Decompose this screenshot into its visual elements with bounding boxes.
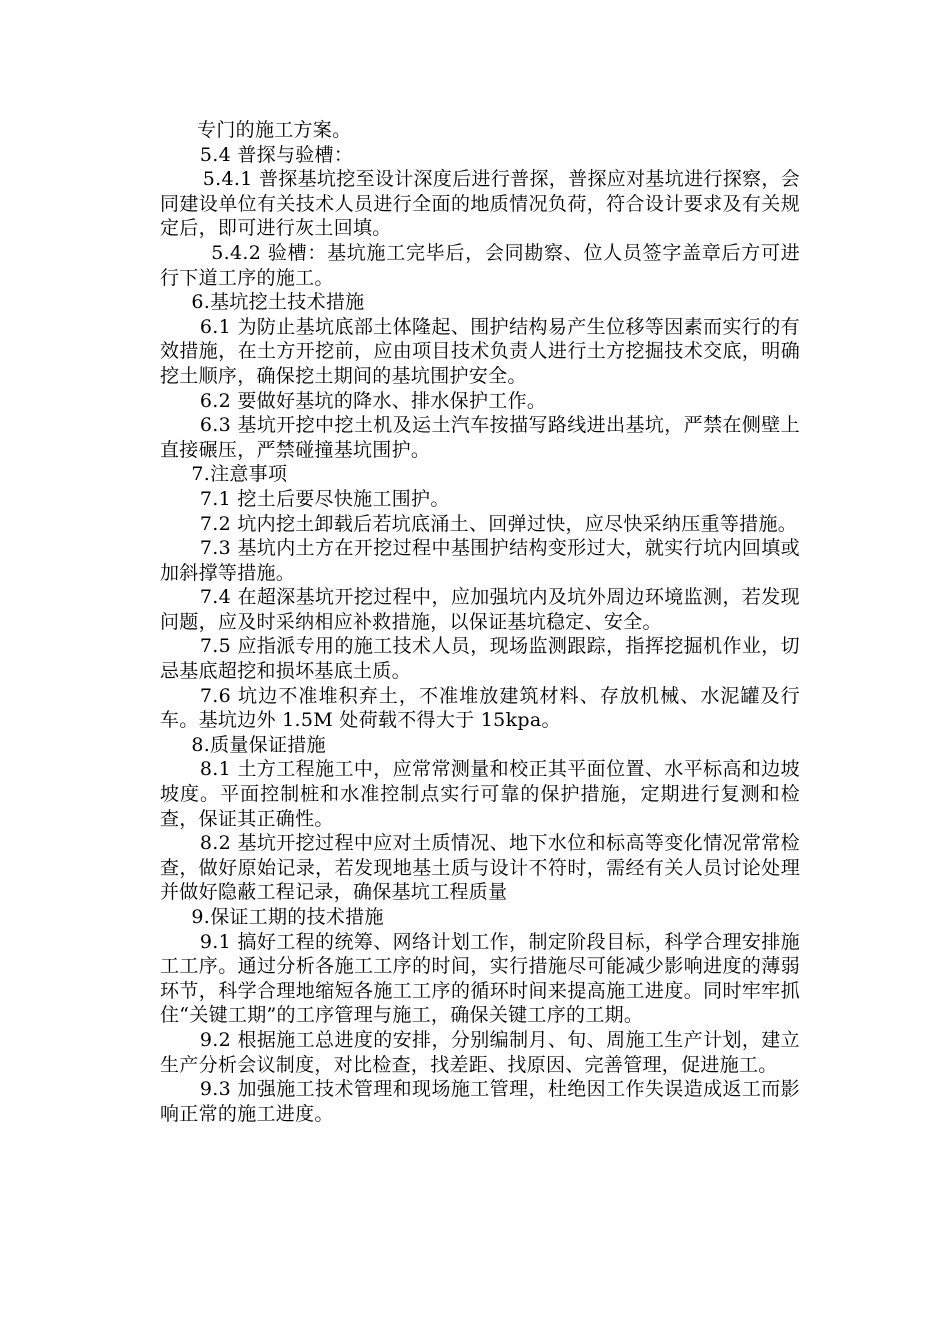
paragraph: 5.4.1 普探基坑挖至设计深度后进行普探，普探应对基坑进行探察，会同建设单位有关技术人员进行全面的地质情况负荷，符合设计要求及有关规定后，即可进行灰土回填。	[160, 168, 800, 240]
paragraph: 9.2 根据施工总进度的安排，分别编制月、旬、周施工生产计划，建立生产分析会议制度，对比检查，找差距、找原因、完善管理，促进施工。	[160, 1028, 800, 1076]
paragraph: 6.3 基坑开挖中挖土机及运土汽车按描写路线进出基坑，严禁在侧壁上直接碾压，严禁碰撞基坑围护。	[160, 414, 800, 461]
paragraph: 8.1 土方工程施工中，应常常测量和校正其平面位置、水平标高和边坡坡度。平面控制桩和水准控制点实行可靠的保护措施，定期进行复测和检查，保证其正确性。	[160, 758, 800, 830]
paragraph: 9.3 加强施工技术管理和现场施工管理，杜绝因工作失误造成返工而影响正常的施工进度。	[160, 1078, 800, 1125]
paragraph: 7.4 在超深基坑开挖过程中，应加强坑内及坑外周边环境监测，若发现问题，应及时采纳相应补救措施，以保证基坑稳定、安全。	[160, 586, 800, 633]
paragraph: 7.1 挖土后要尽快施工围护。	[199, 487, 450, 510]
section-heading: 7.注意事项	[191, 463, 288, 486]
paragraph: 专门的施工方案。	[197, 119, 352, 141]
paragraph: 7.2 坑内挖土卸载后若坑底涌土、回弹过快，应尽快采纳压重等措施。	[199, 512, 798, 535]
paragraph: 9.1 搞好工程的统筹、网络计划工作，制定阶段目标，科学合理安排施工工序。通过分析各施工工序的时间，实行措施尽可能减少影响进度的薄弱环节，科学合理地缩短各施工工序的循环时间来提高施工进度。同时牢牢抓住“关键工期”的工序管理与施工，确保关键工序的工期。	[160, 930, 800, 1027]
section-heading: 8.质量保证措施	[191, 733, 326, 756]
document-body	[160, 118, 800, 1126]
section-heading: 9.保证工期的技术措施	[191, 906, 384, 928]
section-heading: 6.基坑挖土技术措施	[191, 291, 365, 314]
paragraph: 6.1 为防止基坑底部土体隆起、围护结构易产生位移等因素而实行的有效措施，在土方开挖前，应由项目技术负责人进行土方挖掘技术交底，明确挖土顺序，确保挖土期间的基坑围护安全。	[160, 315, 800, 387]
paragraph: 7.5 应指派专用的施工技术人员，现场监测跟踪，指挥挖掘机作业，切忌基底超挖和损坏基底土质。	[160, 635, 800, 683]
paragraph: 7.3 基坑内土方在开挖过程中基围护结构变形过大，就实行坑内回填或加斜撑等措施。	[160, 537, 800, 584]
paragraph: 5.4.2 验槽：基坑施工完毕后，会同勘察、位人员签字盖章后方可进行下道工序的施工。	[160, 241, 800, 289]
paragraph: 6.2 要做好基坑的降水、排水保护工作。	[199, 389, 547, 412]
paragraph: 7.6 坑边不准堆积弃土，不准堆放建筑材料、存放机械、水泥罐及行车。基坑边外 1.5M 处荷载不得大于 15kpa。	[160, 684, 800, 732]
section-heading: 5.4 普探与验槽：	[199, 143, 354, 166]
paragraph: 8.2 基坑开挖过程中应对土质情况、地下水位和标高等变化情况常常检查，做好原始记录，若发现地基土质与设计不符时，需经有关人员讨论处理并做好隐蔽工程记录，确保基坑工程质量	[160, 832, 800, 904]
